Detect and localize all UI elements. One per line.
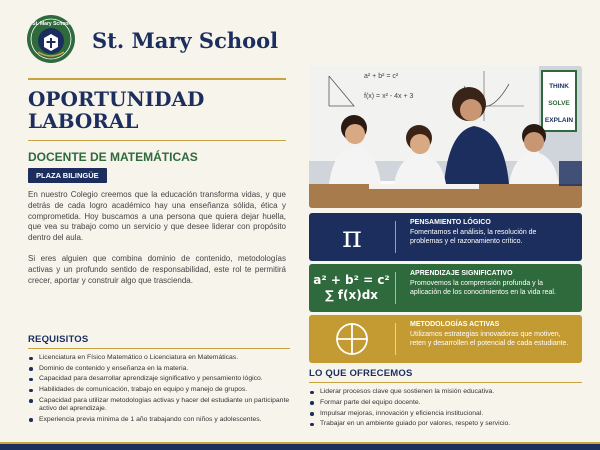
svg-text:π: π	[341, 222, 362, 252]
formula-icon: a² + b² = c² ∑ f(x)dx	[313, 273, 390, 302]
offer-list	[309, 388, 582, 429]
offer-item: Liderar procesos clave que sostienen la misión educativa.	[309, 388, 582, 396]
job-description	[28, 78, 286, 286]
offer-item: Formar parte del equipo docente.	[309, 399, 582, 407]
school-name: St. Mary School	[92, 28, 279, 53]
offer-section	[309, 368, 582, 431]
requirement-item: Capacidad para utilizar metodologías activas y hacer del estudiante un participante activo del aprendizaje.	[28, 397, 290, 413]
logo-text: St. Mary School	[32, 21, 70, 27]
card-meaningful-learning	[309, 264, 582, 312]
position-title: DOCENTE DE MATEMÁTICAS	[28, 150, 198, 164]
poster-solve: SOLVE	[548, 100, 570, 107]
circle-cross-icon	[309, 315, 394, 363]
section-divider	[309, 382, 582, 383]
offer-item: Trabajar en un ambiente guiado por valores, respeto y servicio.	[309, 420, 582, 428]
job-title	[28, 88, 286, 132]
card-title: APRENDIZAJE SIGNIFICATIVO	[410, 270, 513, 277]
gold-divider	[28, 140, 286, 142]
header	[0, 0, 600, 64]
requirements-section	[28, 334, 290, 426]
classroom-illustration	[309, 66, 582, 208]
card-text: Utilizamos estrategias innovadoras que motiven, reten y desarrollen el potencial de cada estudiante.	[410, 331, 569, 347]
pi-icon	[309, 213, 394, 261]
card-active-methodologies	[309, 315, 582, 363]
job-title-line1: OPORTUNIDAD	[28, 86, 205, 111]
card-title: METODOLOGÍAS ACTIVAS	[410, 321, 500, 328]
job-title-line2: LABORAL	[28, 108, 139, 133]
card-text: Fomentamos el análisis, la resolución de problemas y el razonamiento crítico.	[410, 229, 537, 245]
requirements-list	[28, 354, 290, 424]
board-formula-1: a² + b² = c²	[364, 73, 399, 80]
card-text: Promovemos la comprensión profunda y la aplicación de los conocimientos en la vida real.	[410, 280, 556, 296]
intro-paragraph-2: Si eres alguien que combina dominio de contenido, metodologías activas y un profundo sentido de responsabilidad, este rol te permitirá crecer, aportar y construir algo que trascienda.	[28, 253, 286, 285]
offer-item: Impulsar mejoras, innovación y eficiencia institucional.	[309, 410, 582, 418]
classroom-photo	[309, 66, 582, 208]
card-logical-thinking	[309, 213, 582, 261]
card-title: PENSAMIENTO LÓGICO	[410, 219, 491, 226]
poster-explain: EXPLAIN	[544, 117, 574, 124]
board-formula-2: f(x) = x² - 4x + 3	[364, 93, 414, 100]
requirement-item: Licenciatura en Físico Matemático o Licenciatura en Matemáticas.	[28, 354, 290, 362]
section-divider	[28, 348, 290, 349]
requirement-item: Dominio de contenido y enseñanza en la materia.	[28, 365, 290, 373]
requirement-item: Experiencia previa mínima de 1 año trabajando con niños y adolescentes.	[28, 416, 290, 424]
poster-think: THINK	[549, 83, 569, 90]
offer-title: LO QUE OFRECEMOS	[309, 368, 413, 379]
bottom-bar	[0, 442, 600, 450]
requirement-item: Habilidades de comunicación, trabajo en equipo y manejo de grupos.	[28, 386, 290, 394]
requirement-item: Capacidad para desarrollar aprendizaje significativo y pensamiento lógico.	[28, 375, 290, 383]
intro-paragraph: En nuestro Colegio creemos que la educación transforma vidas, y que detrás de cada logro académico hay una enseñanza sólida, ética y comprometida. Hoy buscamos a una persona que quiera dejar huella, que vea su trabajo como un servicio y que desee liderar con propósito dentro del aula.	[28, 190, 286, 243]
bilingual-badge: PLAZA BILINGÜE	[28, 168, 107, 183]
gold-divider	[28, 78, 286, 80]
requirements-title: REQUISITOS	[28, 334, 89, 345]
school-logo	[26, 14, 76, 64]
